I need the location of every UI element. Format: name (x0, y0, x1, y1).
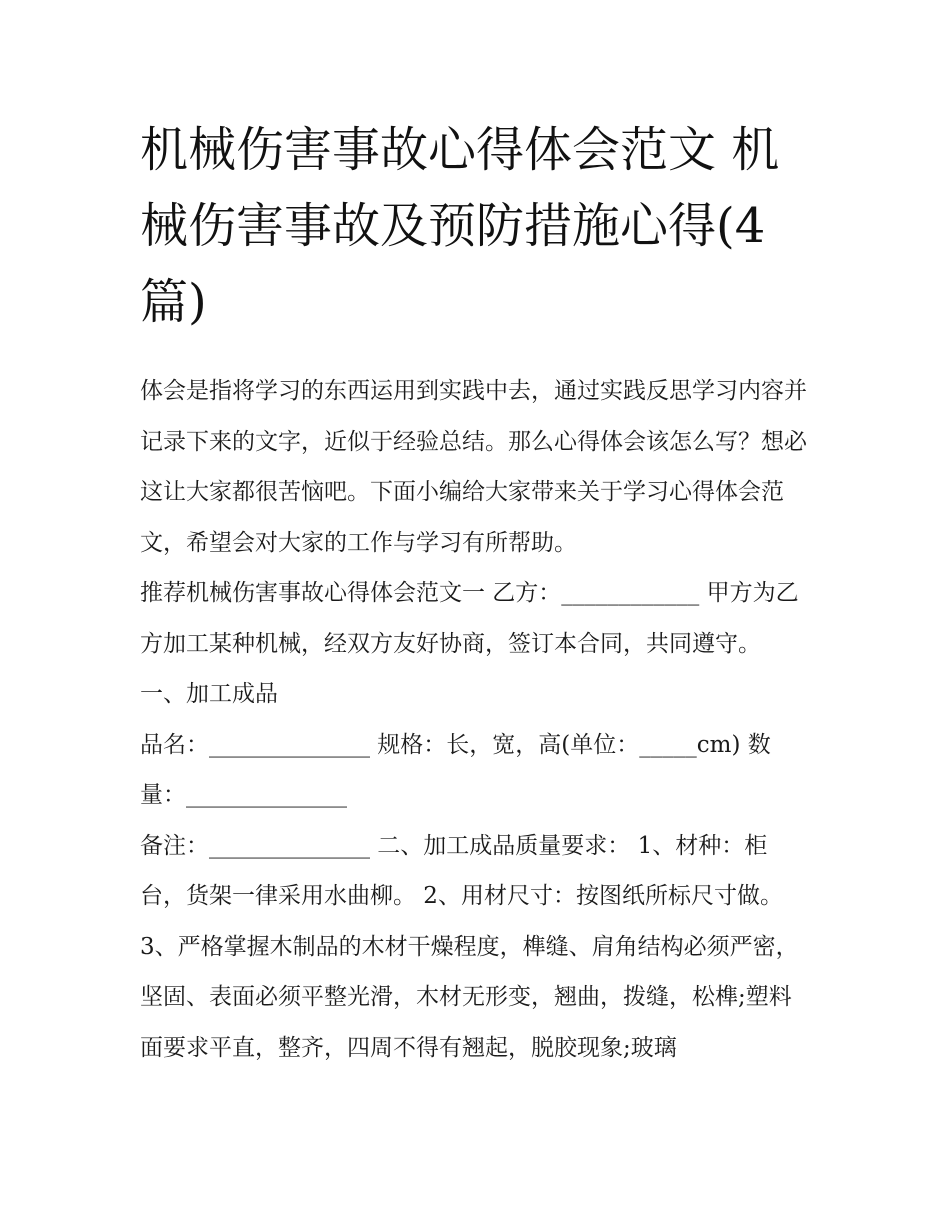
paragraph-contract-intro: 推荐机械伤害事故心得体会范文一 乙方：____________ 甲方为乙方加工某种机械，经双方友好协商，签订本合同，共同遵守。 一、加工成品 (140, 580, 799, 707)
paragraph-wood-requirements: 3、严格掌握木制品的木材干燥程度，榫缝、肩角结构必须严密，坚固、表面必须平整光滑，木材无形变，翘曲，拨缝，松榫;塑料面要求平直，整齐，四周不得有翘起，脱胶现象;玻璃 (140, 933, 799, 1061)
document-body (140, 366, 812, 1073)
document-page (140, 112, 812, 1073)
paragraph-quality-requirements: 备注：______________ 二、加工成品质量要求： 1、材种：柜台，货架一律采用水曲柳。 2、用材尺寸：按图纸所标尺寸做。 (140, 832, 783, 909)
paragraph-intro: 体会是指将学习的东西运用到实践中去，通过实践反思学习内容并记录下来的文字，近似于经验总结。那么心得体会该怎么写？想必这让大家都很苦恼吧。下面小编给大家带来关于学习心得体会范文，希望会对大家的工作与学习有所帮助。 (140, 378, 807, 556)
document-title: 机械伤害事故心得体会范文 机械伤害事故及预防措施心得(4篇) (140, 122, 780, 330)
paragraph-product-spec: 品名：______________ 规格：长，宽，高(单位：_____cm) 数量：______________ (140, 731, 771, 808)
